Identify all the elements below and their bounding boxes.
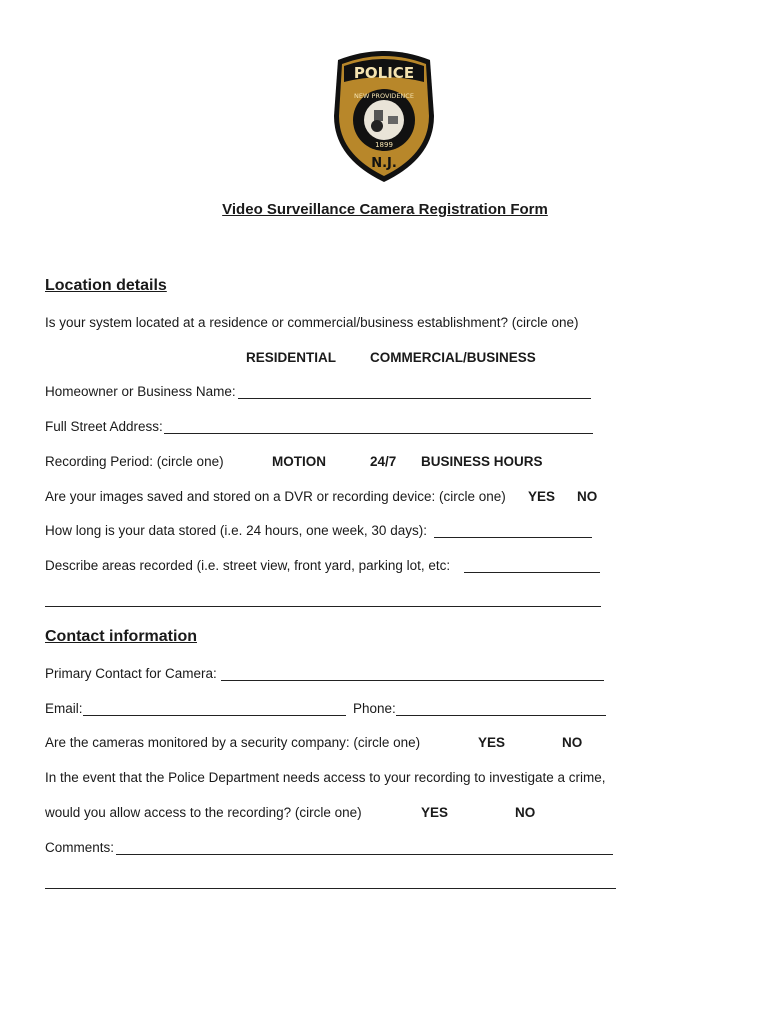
option-residential[interactable]: RESIDENTIAL	[246, 350, 337, 365]
monitored-question: Are the cameras monitored by a security company: (circle one)	[45, 735, 421, 750]
monitored-yes-option[interactable]: YES	[478, 735, 506, 750]
option-24-7[interactable]: 24/7	[370, 454, 397, 469]
dvr-yes-option[interactable]: YES	[528, 489, 556, 504]
comments-field-line-2[interactable]	[45, 888, 616, 889]
phone-label: Phone:	[353, 701, 396, 716]
option-motion[interactable]: MOTION	[272, 454, 326, 469]
option-commercial-business[interactable]: COMMERCIAL/BUSINESS	[370, 350, 536, 365]
comments-field[interactable]	[116, 854, 613, 855]
address-field[interactable]	[164, 433, 593, 434]
areas-recorded-label: Describe areas recorded (i.e. street view, front yard, parking lot, etc:	[45, 558, 451, 573]
access-no-option[interactable]: NO	[515, 805, 536, 820]
areas-recorded-field-line-2[interactable]	[45, 606, 601, 607]
contact-heading: Contact information	[45, 628, 197, 645]
name-field[interactable]	[238, 398, 591, 399]
badge-top-text: POLICE	[353, 64, 415, 82]
name-label: Homeowner or Business Name:	[45, 384, 236, 399]
primary-contact-label: Primary Contact for Camera:	[45, 666, 217, 681]
badge-state: N.J.	[371, 156, 397, 171]
recording-period-label: Recording Period: (circle one)	[45, 454, 224, 469]
email-label: Email:	[45, 701, 83, 716]
badge-year: 1899	[375, 141, 393, 149]
access-question-line-2: would you allow access to the recording? (circle one)	[45, 805, 362, 820]
areas-recorded-field[interactable]	[464, 572, 600, 573]
phone-field[interactable]	[396, 715, 606, 716]
access-yes-option[interactable]: YES	[421, 805, 449, 820]
dvr-question: Are your images saved and stored on a DVR or recording device: (circle one)	[45, 489, 506, 504]
option-business-hours[interactable]: BUSINESS HOURS	[421, 454, 543, 469]
email-field[interactable]	[83, 715, 346, 716]
storage-duration-field[interactable]	[434, 537, 592, 538]
address-label: Full Street Address:	[45, 419, 163, 434]
property-type-question: Is your system located at a residence or commercial/business establishment? (circle one)	[45, 315, 579, 330]
storage-duration-label: How long is your data stored (i.e. 24 hours, one week, 30 days):	[45, 523, 427, 538]
access-question-line-1: In the event that the Police Department needs access to your recording to investigate a crime,	[45, 770, 606, 785]
comments-label: Comments:	[45, 840, 115, 855]
location-heading: Location details	[45, 277, 167, 294]
monitored-no-option[interactable]: NO	[562, 735, 583, 750]
badge-ring-text: NEW PROVIDENCE	[354, 92, 414, 100]
police-badge-logo	[330, 46, 438, 184]
dvr-no-option[interactable]: NO	[577, 489, 598, 504]
primary-contact-field[interactable]	[221, 680, 604, 681]
form-title: Video Surveillance Camera Registration Form	[222, 201, 548, 218]
